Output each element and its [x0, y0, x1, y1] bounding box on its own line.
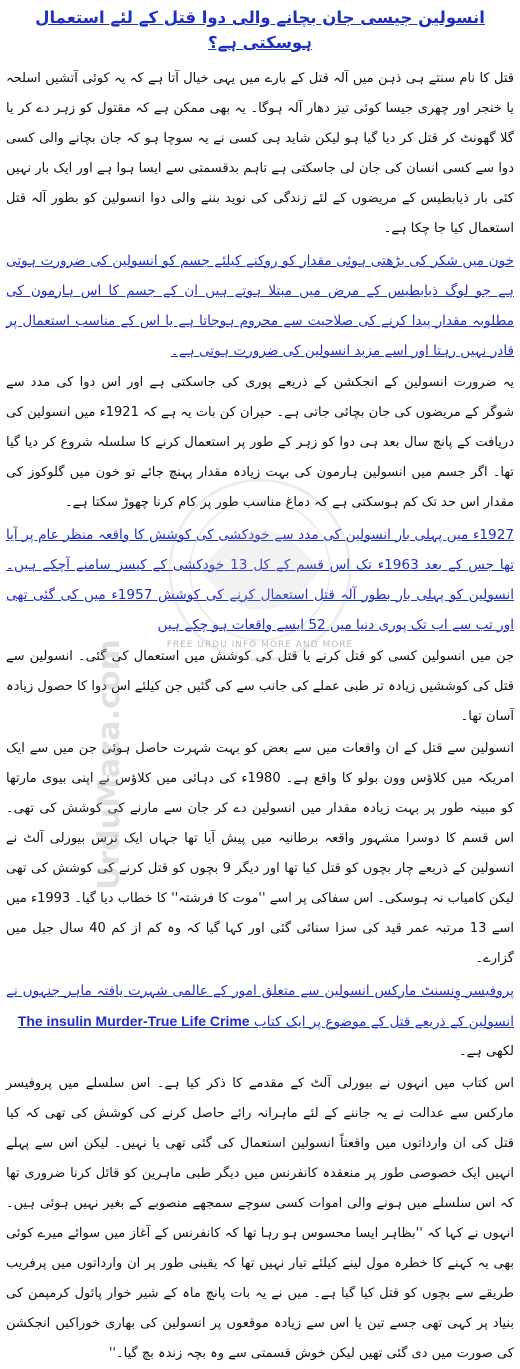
professor-intro: پروفیسر وِنسنٹ مارکس انسولین سے متعلق امور کے عالمی شہرت یافتہ ماہر جنہوں نے انسولین کے ذریعے قتل کے موضوع پر ایک کتاب	[6, 982, 514, 1030]
paragraph-book-account: اس کتاب میں انہوں نے بیورلی آلٹ کے مقدمے کا ذکر کیا ہے۔ اس سلسلے میں پروفیسر مارکس سے عدالت نے یہ جاننے کے لئے ماہرانہ رائے حاصل کرنے کی کوشش کی تھی کہ کیا قتل کی ان وارداتوں میں واقعتاً انسولین استعمال کی گئی تھی یا نہیں۔ لیکن اس سے پہلے انہیں ایک خصوصی طور پر منعقدہ کانفرنس میں دیگر طبی ماہرین کو قائل کرنا ضروری تھا کہ اس سلسلے میں ہونے والی اموات کسی سوچے سمجھے منصوبے کے بغیر نہیں ہوئی ہیں۔ انہوں نے کہا کہ ''بظاہر ایسا محسوس ہو رہا تھا کہ کانفرنس کے آغاز میں سوائے میرے کوئی بھی یہ کہنے کا خطرہ مول لینے کیلئے تیار نہیں تھا کہ یقینی طور پر ان وارداتوں میں پرفریب طریقے سے بچوں کو قتل کیا گیا ہے۔ میں نے یہ بات پانچ ماہ کے شیر خوار پائول کرمپمن کی بنیاد پر کہی تھی جسے تین یا اس سے زیادہ موقعوں پر انسولین کی بھاری خوراکیں انجکشن کی صورت میں دی گئی تھیں لیکن خوش قسمتی سے وہ بچہ زندہ بچ گیا۔''	[6, 1075, 514, 1361]
paragraph-medical-staff: جن میں انسولین کسی کو قتل کرنے یا قتل کی کوشش میں استعمال کی گئی۔ انسولین سے قتل کی کوششیں زیادہ تر طبی عملے کی جانب سے کی گئیں جن کیلئے اس دوا کا حصول زیادہ آسان تھا۔	[6, 648, 514, 724]
paragraph-professor-tail: لکھی ہے۔	[459, 1043, 514, 1059]
paragraph-history-link[interactable]: 1927ء میں پہلی بار انسولین کی مدد سے خودکشی کی کوشش کا واقعہ منظر عام پر آیا تھا جس کے بعد 1963ء تک اس قسم کے کل 13 خودکشی کے کیسز سامنے آچکے ہیں۔ انسولین کو پہلی بار بطور آلہ قتل استعمال کرنے کی کوشش 1957ء میں کی گئی تھی اور تب سے اب تک پوری دنیا میں 52 ایسے واقعات ہو چکے ہیں	[6, 526, 515, 633]
paragraph-intro: قتل کا نام سنتے ہی ذہن میں آلہ قتل کے بارے میں یہی خیال آتا ہے کہ یہ کوئی آتشیں اسلحہ یا خنجر اور چھری جیسا کوئی تیز دھار آلہ ہوگا۔ یہ بھی ممکن ہے کہ مقتول کو زہر دے کر یا گلا گھونٹ کر قتل کر دیا گیا ہو لیکن شاید ہی کسی نے یہ سوچا ہو کہ جان بچانے والی کسی دوا سے کسی انسان کی جان لی جاسکتی ہے تاہم بدقسمتی سے ایسا ہوا ہے اور ایک بار نہیں کئی بار ذیابطیس کے مریضوں کے لئے زندگی کی نوید بننے والی دوا انسولین کو بطور آلہ قتل استعمال کیا جا چکا ہے۔	[6, 70, 514, 236]
book-title-link[interactable]: The insulin Murder-True Life Crime	[17, 1012, 250, 1029]
paragraph-injection: یہ ضرورت انسولین کے انجکشن کے ذریعے پوری کی جاسکتی ہے اور اس دوا کی مدد سے شوگر کے مریضوں کی جان بچائی جاتی ہے۔ حیران کن بات یہ ہے کہ 1921ء میں انسولین کی دریافت کے پانچ سال بعد ہی دوا کو زہر کے طور پر استعمال کرنے کا سلسلہ شروع کر دیا گیا تھا۔ اگر جسم میں انسولین ہارمون کی بہت زیادہ مقدار پہنچ جائے تو خون میں گلوکوز کی مقدار اس حد تک کم ہوسکتی ہے کہ دماغ مناسب طور پر کام کرنا چھوڑ سکتا ہے۔	[6, 374, 515, 510]
page-title: انسولین جیسی جان بچانے والی دوا قتل کے لئے استعمال ہوسکتی ہے؟	[35, 8, 485, 52]
watermark-tagline: FREE URDU INFO MORE AND MORE	[166, 640, 354, 650]
paragraph-famous-cases: انسولین سے قتل کے ان واقعات میں سے بعض کو بہت شہرت حاصل ہوئی جن میں سے ایک امریکہ میں کلاؤس وون بولو کا واقع ہے۔ 1980ء کی دہائی میں کلاؤس نے اپنی بیوی مارتھا کو مبینہ طور پر بہت زیادہ مقدار میں انسولین دے کر جان سے مارنے کی کوشش کی تھی۔ اس قسم کا دوسرا مشہور واقعہ برطانیہ میں پیش آیا تھا جہاں ایک نرس بیورلی آلٹ نے انسولین کے ذریعے چار بچوں کو قتل کیا تھا اور دیگر 9 بچوں کو قتل کرنے کی کوشش کی تھی لیکن کامیاب نہ ہوسکی۔ اس سفاکی پر اسے ''موت کا فرشتہ'' کا خطاب دیا گیا۔ 1993ء میں اسے 13 مرتبہ عمر قید کی سزا سنائی گئی اور کہا گیا کہ وہ کم از کم 40 سال جیل میں گزارے۔	[6, 740, 514, 966]
watermark-site: UrduMaza.com	[92, 639, 127, 890]
paragraph-blood-sugar-link[interactable]: خون میں شکر کی بڑھتی ہوئی مقدار کو روکنے کیلئے جسم کو انسولین کی ضرورت ہوتی ہے جو لوگ ذیابطیس کے مرض میں مبتلا ہوتے ہیں ان کے جسم کا اس ہارمون کی مطلوبہ مقدار پیدا کرنے کی صلاحیت سے محروم ہوجاتا ہے یا اس کے مناسب استعمال پر قادر نہیں رہتا اور اسے مزید انسولین کی ضرورت ہوتی ہے۔	[6, 252, 514, 359]
paragraph-professor-link[interactable]	[6, 976, 514, 1037]
